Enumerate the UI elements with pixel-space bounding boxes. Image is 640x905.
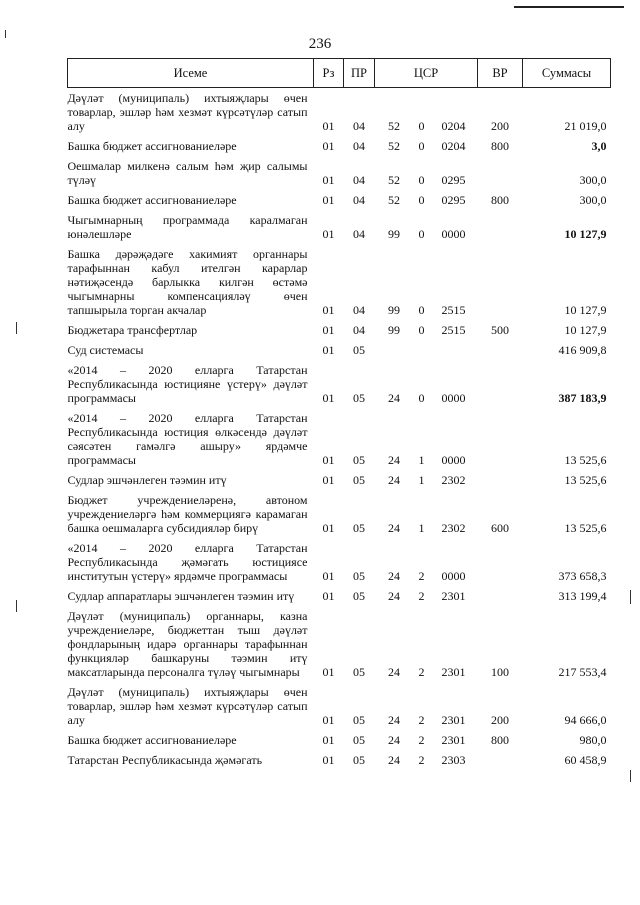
column-header-name: Исеме [68,59,314,88]
row-csr-subprogram: 1 [418,521,425,535]
row-csr-direction: 0000 [441,453,466,467]
row-name: Башка бюджет ассигнованиеләре [67,139,237,153]
row-csr-direction: 0204 [441,139,466,153]
row-csr-direction: 2303 [441,753,466,767]
row-csr-subprogram: 0 [418,323,425,337]
row-csr-subprogram: 0 [418,303,425,317]
table-header-row [68,59,611,88]
row-pr: 05 [353,733,365,747]
table-row [68,156,611,190]
row-pr: 04 [353,323,365,337]
table-row [68,244,611,320]
row-amount: 60 458,9 [564,753,607,767]
row-rz: 01 [322,139,335,153]
row-amount: 13 525,6 [564,473,607,487]
row-rz: 01 [322,323,335,337]
row-name: «2014 – 2020 елларга Татарстан Республикасында юстицияне үстерү» дәүләт программасы [67,363,308,405]
row-amount: 21 019,0 [564,119,607,133]
row-csr-program: 99 [388,323,400,337]
row-name: Дәүләт (муниципаль) ихтыяҗлары өчен товарлар, эшләр һәм хезмәт күрсәтүләр сатып алу [67,91,308,133]
row-vr [478,244,523,320]
row-name: Судлар эшчәнлеген тәэмин итү [67,473,227,487]
table-row [68,340,611,360]
row-csr-direction: 2301 [441,733,466,747]
column-header-vr: ВР [478,59,523,88]
row-csr-direction: 0000 [441,227,466,241]
row-name: «2014 – 2020 елларга Татарстан Республикасында юстиция өлкәсендә дәүләт сәясәтен гамәлгә ашыру» ярдәмче программасы [67,411,308,467]
row-amount: 416 909,8 [558,343,607,357]
row-vr: 600 [491,521,509,535]
row-vr [478,538,523,586]
row-csr-program: 52 [388,139,400,153]
row-csr-direction: 0295 [441,193,466,207]
row-csr-direction: 2515 [441,323,466,337]
row-csr-subprogram: 0 [418,139,425,153]
row-vr: 200 [491,713,509,727]
row-rz: 01 [322,753,335,767]
budget-table [67,58,611,770]
row-vr: 200 [491,119,509,133]
row-vr: 800 [491,139,509,153]
row-name: Башка бюджет ассигнованиеләре [67,193,237,207]
row-name: Судлар аппаратлары эшчәнлеген тәэмин итү [67,589,295,603]
table-row [68,210,611,244]
row-csr-program: 24 [388,713,400,727]
row-vr [478,156,523,190]
row-pr: 05 [353,391,365,405]
row-csr-direction: 2301 [441,665,466,679]
row-csr-subprogram: 1 [418,473,425,487]
row-csr-subprogram: 0 [418,173,425,187]
row-pr: 05 [353,521,365,535]
row-name: Татарстан Республикасында җәмәгать [67,753,263,767]
row-csr-subprogram: 2 [418,665,425,679]
table-row [68,190,611,210]
row-csr-direction: 0295 [441,173,466,187]
row-rz: 01 [322,193,335,207]
row-csr-program: 24 [388,753,400,767]
row-rz: 01 [322,665,335,679]
row-amount: 3,0 [591,139,607,153]
table-row [68,538,611,586]
row-name: Башка бюджет ассигнованиеләре [67,733,237,747]
scan-mark [16,322,17,334]
row-csr-subprogram: 2 [418,589,425,603]
row-rz: 01 [322,173,335,187]
row-rz: 01 [322,521,335,535]
row-amount: 387 183,9 [558,391,607,405]
row-name: Бюджет учреждениеләренә, автоном учреждениеләргә һәм коммерциягә карамаган башка оешмаларга субсидияләр бирү [67,493,308,535]
row-name: Оешмалар милкенә салым һәм җир салымы түләү [67,159,308,187]
row-name: Чыгымнарның программада каралмаган юнәлешләре [67,213,308,241]
row-vr: 500 [491,323,509,337]
row-csr-program: 52 [388,173,400,187]
row-csr-direction: 0000 [441,569,466,583]
column-header-pr: ПР [344,59,375,88]
row-csr-program: 52 [388,119,400,133]
row-pr: 04 [353,139,365,153]
row-pr: 04 [353,303,365,317]
row-vr [478,340,523,360]
column-header-amount: Суммасы [523,59,611,88]
table-row [68,408,611,470]
row-name: Башка дәрәҗәдәге хакимият органнары тарафыннан кабул ителгән карарлар нәтиҗәсендә барлыкка килгән өстәмә чыгымнарны компенсацияләү өчен тапшырыла торган акчалар [67,247,308,317]
top-edge-line [514,6,624,8]
row-csr-direction: 2515 [441,303,466,317]
row-csr-subprogram: 2 [418,713,425,727]
row-csr-subprogram: 0 [418,391,425,405]
row-rz: 01 [322,589,335,603]
row-name: Суд системасы [67,343,144,357]
row-vr: 800 [491,193,509,207]
row-csr-direction: 2301 [441,589,466,603]
row-rz: 01 [322,343,335,357]
row-csr-subprogram: 0 [418,227,425,241]
row-pr: 05 [353,569,365,583]
row-pr: 05 [353,473,365,487]
row-csr-subprogram: 0 [418,193,425,207]
row-rz: 01 [322,713,335,727]
row-rz: 01 [322,119,335,133]
row-vr [478,360,523,408]
row-csr-program: 24 [388,589,400,603]
row-rz: 01 [322,473,335,487]
row-vr [478,210,523,244]
row-pr: 05 [353,753,365,767]
row-csr-subprogram [414,340,430,360]
row-rz: 01 [322,391,335,405]
row-pr: 05 [353,453,365,467]
row-csr-direction: 0000 [441,391,466,405]
row-csr-subprogram: 0 [418,119,425,133]
row-pr: 05 [353,713,365,727]
row-name: Бюджетара трансфертлар [67,323,198,337]
row-vr [478,750,523,770]
row-rz: 01 [322,453,335,467]
table-row [68,750,611,770]
row-csr-direction: 0204 [441,119,466,133]
row-name: Дәүләт (муниципаль) ихтыяҗлары өчен товарлар, эшләр һәм хезмәт күрсәтүләр сатып алу [67,685,308,727]
row-rz: 01 [322,303,335,317]
row-amount: 10 127,9 [564,227,607,241]
column-header-csr: ЦСР [375,59,478,88]
table-row [68,136,611,156]
row-csr-subprogram: 2 [418,569,425,583]
row-rz: 01 [322,733,335,747]
row-csr-subprogram: 2 [418,753,425,767]
row-csr-program: 24 [388,569,400,583]
row-csr-subprogram: 1 [418,453,425,467]
table-row [68,470,611,490]
column-header-rz: Рз [314,59,344,88]
row-csr-direction: 2302 [441,521,466,535]
row-vr: 800 [491,733,509,747]
page-number: 236 [308,36,332,52]
row-pr: 04 [353,173,365,187]
table-row [68,320,611,340]
scan-mark [630,590,631,604]
table-row [68,606,611,682]
row-csr-subprogram: 2 [418,733,425,747]
row-vr [478,470,523,490]
row-amount: 13 525,6 [564,521,607,535]
row-name: Дәүләт (муниципаль) органнары, казна учреждениеләре, бюджеттан тыш дәүләт фондларының идарә органнары тарафыннан функцияләр башкаруны тәэмин итү максатларында персоналга түләү чыгымнары [67,609,308,679]
row-csr-direction: 2301 [441,713,466,727]
row-csr-program: 24 [388,665,400,679]
row-vr [478,408,523,470]
row-pr: 04 [353,227,365,241]
row-csr-program: 24 [388,391,400,405]
row-amount: 300,0 [579,193,607,207]
row-csr-direction [430,340,478,360]
row-amount: 217 553,4 [558,665,607,679]
row-amount: 94 666,0 [564,713,607,727]
row-csr-direction: 2302 [441,473,466,487]
row-csr-program: 24 [388,453,400,467]
row-csr-program: 52 [388,193,400,207]
row-csr-program: 99 [388,227,400,241]
table-row [68,88,611,137]
row-amount: 300,0 [579,173,607,187]
row-pr: 05 [353,665,365,679]
table-row [68,586,611,606]
row-csr-program: 24 [388,521,400,535]
row-amount: 313 199,4 [558,589,607,603]
row-csr-program [375,340,414,360]
row-vr: 100 [491,665,509,679]
row-amount: 980,0 [579,733,607,747]
row-name: «2014 – 2020 елларга Татарстан Республикасында җәмәгать юстициясе институтын үстерү» ярдәмче программасы [67,541,308,583]
row-pr: 05 [353,589,365,603]
table-row [68,682,611,730]
row-pr: 04 [353,193,365,207]
row-vr [478,586,523,606]
row-csr-program: 24 [388,733,400,747]
row-csr-program: 99 [388,303,400,317]
row-rz: 01 [322,227,335,241]
row-csr-program: 24 [388,473,400,487]
table-row [68,490,611,538]
row-rz: 01 [322,569,335,583]
table-row [68,360,611,408]
row-pr: 04 [353,119,365,133]
scan-mark [630,770,631,782]
row-pr: 05 [353,343,365,357]
scan-mark [16,600,17,612]
row-amount: 10 127,9 [564,303,607,317]
row-amount: 373 658,3 [558,569,607,583]
row-amount: 13 525,6 [564,453,607,467]
table-row [68,730,611,750]
row-amount: 10 127,9 [564,323,607,337]
